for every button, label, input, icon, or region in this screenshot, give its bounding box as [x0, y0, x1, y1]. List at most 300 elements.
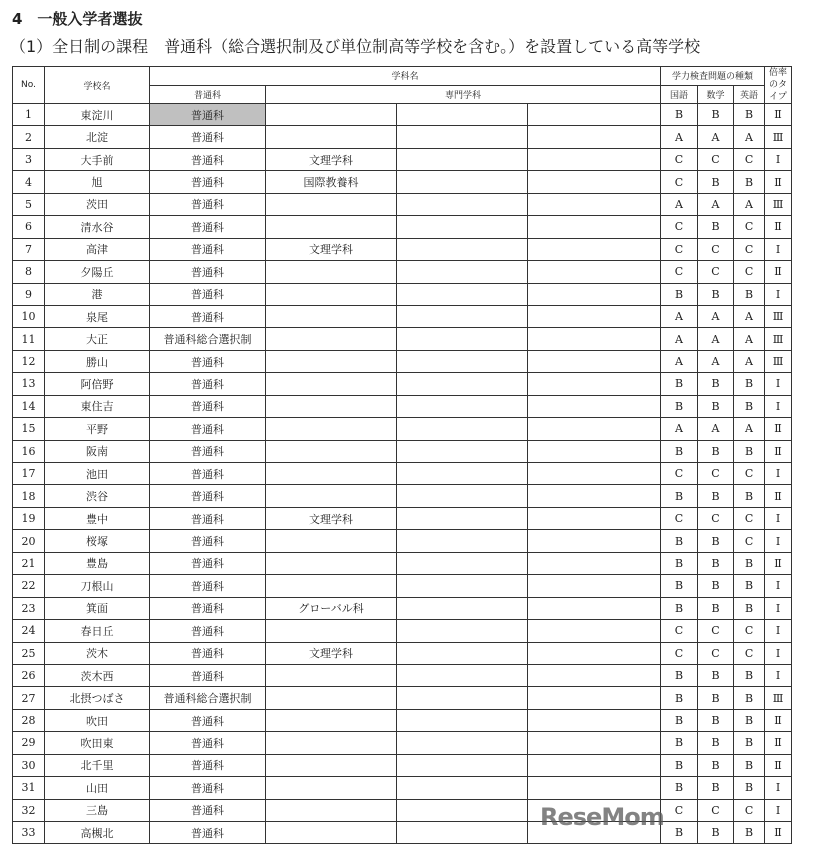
specialized-course-3	[528, 440, 661, 462]
school-name: 茨木	[45, 642, 150, 664]
japanese-type: B	[661, 777, 698, 799]
school-name: 吹田	[45, 709, 150, 731]
row-no: 13	[13, 373, 45, 395]
specialized-course-3	[528, 463, 661, 485]
header-english: 英語	[734, 85, 765, 104]
ratio-type: Ⅱ	[765, 440, 792, 462]
specialized-course	[266, 664, 397, 686]
general-course: 普通科	[150, 552, 266, 574]
general-course: 普通科	[150, 350, 266, 372]
general-course: 普通科	[150, 440, 266, 462]
school-name: 高槻北	[45, 822, 150, 844]
english-type: C	[734, 148, 765, 170]
row-no: 18	[13, 485, 45, 507]
row-no: 10	[13, 305, 45, 327]
specialized-course	[266, 777, 397, 799]
general-course: 普通科	[150, 485, 266, 507]
specialized-course-3	[528, 777, 661, 799]
specialized-course	[266, 440, 397, 462]
specialized-course-3	[528, 148, 661, 170]
specialized-course-3	[528, 305, 661, 327]
japanese-type: B	[661, 664, 698, 686]
specialized-course-2	[397, 687, 528, 709]
general-course: 普通科	[150, 171, 266, 193]
general-course: 普通科	[150, 530, 266, 552]
specialized-course-3	[528, 193, 661, 215]
japanese-type: A	[661, 328, 698, 350]
row-no: 29	[13, 732, 45, 754]
row-no: 26	[13, 664, 45, 686]
specialized-course-3	[528, 104, 661, 126]
english-type: B	[734, 687, 765, 709]
school-name: 東淀川	[45, 104, 150, 126]
english-type: A	[734, 418, 765, 440]
math-type: B	[698, 575, 734, 597]
japanese-type: B	[661, 575, 698, 597]
table-row	[13, 283, 792, 305]
math-type: C	[698, 620, 734, 642]
resemom-logo: ReseMom	[540, 803, 664, 831]
japanese-type: B	[661, 822, 698, 844]
ratio-type: Ⅰ	[765, 463, 792, 485]
general-course: 普通科	[150, 283, 266, 305]
row-no: 1	[13, 104, 45, 126]
specialized-course: 文理学科	[266, 642, 397, 664]
table-row	[13, 687, 792, 709]
ratio-type: Ⅰ	[765, 597, 792, 619]
school-name: 箕面	[45, 597, 150, 619]
japanese-type: B	[661, 373, 698, 395]
specialized-course	[266, 193, 397, 215]
general-course: 普通科	[150, 261, 266, 283]
header-ratio-type: 倍率のタイプ	[765, 67, 792, 104]
schools-table	[12, 66, 792, 844]
school-name: 平野	[45, 418, 150, 440]
english-type: B	[734, 104, 765, 126]
specialized-course-2	[397, 709, 528, 731]
general-course: 普通科総合選択制	[150, 687, 266, 709]
general-course: 普通科	[150, 777, 266, 799]
japanese-type: B	[661, 709, 698, 731]
general-course: 普通科	[150, 597, 266, 619]
specialized-course	[266, 709, 397, 731]
table-row	[13, 777, 792, 799]
row-no: 25	[13, 642, 45, 664]
table-row	[13, 193, 792, 215]
school-name: 港	[45, 283, 150, 305]
specialized-course	[266, 575, 397, 597]
specialized-course-3	[528, 507, 661, 529]
ratio-type: Ⅰ	[765, 148, 792, 170]
japanese-type: C	[661, 620, 698, 642]
ratio-type: Ⅱ	[765, 216, 792, 238]
english-type: B	[734, 754, 765, 776]
table-row	[13, 305, 792, 327]
subsection-title: （1）全日制の課程 普通科（総合選択制及び単位制高等学校を含む。）を設置している高等学校	[10, 37, 701, 56]
japanese-type: A	[661, 126, 698, 148]
english-type: B	[734, 575, 765, 597]
english-type: B	[734, 171, 765, 193]
math-type: B	[698, 754, 734, 776]
specialized-course-2	[397, 104, 528, 126]
japanese-type: B	[661, 754, 698, 776]
english-type: A	[734, 305, 765, 327]
specialized-course	[266, 418, 397, 440]
general-course: 普通科総合選択制	[150, 328, 266, 350]
specialized-course-3	[528, 687, 661, 709]
row-no: 21	[13, 552, 45, 574]
table-row	[13, 552, 792, 574]
general-course: 普通科	[150, 193, 266, 215]
ratio-type: Ⅲ	[765, 126, 792, 148]
table-row	[13, 530, 792, 552]
japanese-type: B	[661, 283, 698, 305]
row-no: 15	[13, 418, 45, 440]
table-row	[13, 261, 792, 283]
specialized-course-3	[528, 216, 661, 238]
math-type: B	[698, 687, 734, 709]
specialized-course-2	[397, 261, 528, 283]
specialized-course	[266, 485, 397, 507]
specialized-course-2	[397, 305, 528, 327]
specialized-course-2	[397, 148, 528, 170]
school-name: 清水谷	[45, 216, 150, 238]
general-course: 普通科	[150, 238, 266, 260]
specialized-course-2	[397, 642, 528, 664]
row-no: 9	[13, 283, 45, 305]
specialized-course-3	[528, 530, 661, 552]
row-no: 8	[13, 261, 45, 283]
math-type: C	[698, 799, 734, 821]
general-course: 普通科	[150, 709, 266, 731]
ratio-type: Ⅱ	[765, 552, 792, 574]
row-no: 30	[13, 754, 45, 776]
japanese-type: C	[661, 463, 698, 485]
ratio-type: Ⅱ	[765, 261, 792, 283]
math-type: B	[698, 664, 734, 686]
specialized-course	[266, 305, 397, 327]
row-no: 23	[13, 597, 45, 619]
english-type: A	[734, 328, 765, 350]
school-name: 豊島	[45, 552, 150, 574]
specialized-course-2	[397, 732, 528, 754]
table-row	[13, 575, 792, 597]
table-row	[13, 148, 792, 170]
english-type: C	[734, 216, 765, 238]
school-name: 山田	[45, 777, 150, 799]
header-specialized: 専門学科	[266, 85, 661, 104]
math-type: B	[698, 732, 734, 754]
specialized-course	[266, 463, 397, 485]
math-type: B	[698, 709, 734, 731]
school-name: 刀根山	[45, 575, 150, 597]
japanese-type: A	[661, 418, 698, 440]
specialized-course-2	[397, 440, 528, 462]
general-course: 普通科	[150, 418, 266, 440]
row-no: 4	[13, 171, 45, 193]
general-course: 普通科	[150, 463, 266, 485]
table-row	[13, 664, 792, 686]
specialized-course-2	[397, 754, 528, 776]
specialized-course-2	[397, 822, 528, 844]
specialized-course-3	[528, 238, 661, 260]
math-type: B	[698, 777, 734, 799]
math-type: C	[698, 507, 734, 529]
specialized-course-3	[528, 485, 661, 507]
row-no: 28	[13, 709, 45, 731]
ratio-type: Ⅱ	[765, 822, 792, 844]
specialized-course-3	[528, 664, 661, 686]
specialized-course-3	[528, 642, 661, 664]
table-row	[13, 440, 792, 462]
specialized-course: グローバル科	[266, 597, 397, 619]
row-no: 19	[13, 507, 45, 529]
math-type: B	[698, 440, 734, 462]
specialized-course	[266, 373, 397, 395]
table-row	[13, 216, 792, 238]
ratio-type: Ⅲ	[765, 328, 792, 350]
table-row	[13, 238, 792, 260]
ratio-type: Ⅰ	[765, 575, 792, 597]
english-type: B	[734, 552, 765, 574]
english-type: B	[734, 485, 765, 507]
english-type: C	[734, 799, 765, 821]
specialized-course: 国際教養科	[266, 171, 397, 193]
ratio-type: Ⅱ	[765, 754, 792, 776]
table-row	[13, 732, 792, 754]
school-name: 高津	[45, 238, 150, 260]
row-no: 16	[13, 440, 45, 462]
row-no: 12	[13, 350, 45, 372]
general-course: 普通科	[150, 216, 266, 238]
row-no: 27	[13, 687, 45, 709]
school-name: 北淀	[45, 126, 150, 148]
school-name: 東住吉	[45, 395, 150, 417]
general-course: 普通科	[150, 642, 266, 664]
table-row	[13, 126, 792, 148]
japanese-type: A	[661, 350, 698, 372]
japanese-type: C	[661, 238, 698, 260]
school-name: 勝山	[45, 350, 150, 372]
japanese-type: C	[661, 171, 698, 193]
english-type: B	[734, 373, 765, 395]
english-type: C	[734, 261, 765, 283]
japanese-type: B	[661, 687, 698, 709]
general-course: 普通科	[150, 732, 266, 754]
english-type: B	[734, 777, 765, 799]
english-type: B	[734, 664, 765, 686]
header-math: 数学	[698, 85, 734, 104]
ratio-type: Ⅰ	[765, 799, 792, 821]
english-type: B	[734, 822, 765, 844]
ratio-type: Ⅰ	[765, 642, 792, 664]
row-no: 3	[13, 148, 45, 170]
school-name: 旭	[45, 171, 150, 193]
specialized-course	[266, 350, 397, 372]
general-course: 普通科	[150, 305, 266, 327]
specialized-course	[266, 732, 397, 754]
math-type: C	[698, 238, 734, 260]
specialized-course	[266, 261, 397, 283]
table-row	[13, 620, 792, 642]
table-row	[13, 799, 792, 821]
ratio-type: Ⅰ	[765, 507, 792, 529]
general-course: 普通科	[150, 373, 266, 395]
header-dept: 学科名	[150, 67, 661, 86]
math-type: B	[698, 373, 734, 395]
specialized-course-3	[528, 373, 661, 395]
specialized-course-2	[397, 193, 528, 215]
school-name: 大正	[45, 328, 150, 350]
specialized-course-2	[397, 373, 528, 395]
school-name: 桜塚	[45, 530, 150, 552]
specialized-course-2	[397, 328, 528, 350]
specialized-course-2	[397, 530, 528, 552]
general-course: 普通科	[150, 664, 266, 686]
english-type: A	[734, 193, 765, 215]
ratio-type: Ⅱ	[765, 171, 792, 193]
specialized-course: 文理学科	[266, 238, 397, 260]
japanese-type: B	[661, 597, 698, 619]
specialized-course-3	[528, 575, 661, 597]
specialized-course-2	[397, 777, 528, 799]
school-name: 阪南	[45, 440, 150, 462]
english-type: B	[734, 440, 765, 462]
specialized-course-3	[528, 552, 661, 574]
table-row	[13, 104, 792, 126]
school-name: 三島	[45, 799, 150, 821]
specialized-course-3	[528, 732, 661, 754]
specialized-course-3	[528, 283, 661, 305]
english-type: B	[734, 732, 765, 754]
specialized-course	[266, 552, 397, 574]
row-no: 32	[13, 799, 45, 821]
school-name: 吹田東	[45, 732, 150, 754]
general-course: 普通科	[150, 822, 266, 844]
specialized-course	[266, 620, 397, 642]
english-type: C	[734, 620, 765, 642]
specialized-course-2	[397, 126, 528, 148]
specialized-course	[266, 104, 397, 126]
math-type: B	[698, 552, 734, 574]
specialized-course-3	[528, 126, 661, 148]
header-general: 普通科	[150, 85, 266, 104]
row-no: 11	[13, 328, 45, 350]
general-course: 普通科	[150, 126, 266, 148]
general-course: 普通科	[150, 799, 266, 821]
math-type: A	[698, 193, 734, 215]
ratio-type: Ⅰ	[765, 664, 792, 686]
table-row	[13, 350, 792, 372]
japanese-type: B	[661, 104, 698, 126]
japanese-type: C	[661, 261, 698, 283]
specialized-course	[266, 216, 397, 238]
specialized-course-2	[397, 463, 528, 485]
english-type: A	[734, 126, 765, 148]
ratio-type: Ⅱ	[765, 732, 792, 754]
row-no: 22	[13, 575, 45, 597]
japanese-type: B	[661, 485, 698, 507]
specialized-course-2	[397, 485, 528, 507]
table-row	[13, 463, 792, 485]
specialized-course	[266, 328, 397, 350]
school-name: 春日丘	[45, 620, 150, 642]
english-type: A	[734, 350, 765, 372]
specialized-course-3	[528, 261, 661, 283]
math-type: B	[698, 485, 734, 507]
table-row	[13, 754, 792, 776]
specialized-course-3	[528, 328, 661, 350]
row-no: 20	[13, 530, 45, 552]
school-name: 渋谷	[45, 485, 150, 507]
header-test-type: 学力検査問題の種類	[661, 67, 765, 86]
specialized-course-2	[397, 575, 528, 597]
math-type: B	[698, 104, 734, 126]
table-row	[13, 507, 792, 529]
specialized-course-2	[397, 597, 528, 619]
specialized-course-2	[397, 507, 528, 529]
specialized-course-2	[397, 171, 528, 193]
japanese-type: C	[661, 216, 698, 238]
math-type: C	[698, 463, 734, 485]
specialized-course-2	[397, 238, 528, 260]
ratio-type: Ⅰ	[765, 283, 792, 305]
general-course: 普通科	[150, 104, 266, 126]
school-name: 池田	[45, 463, 150, 485]
school-name: 阿倍野	[45, 373, 150, 395]
school-name: 茨木西	[45, 664, 150, 686]
english-type: B	[734, 597, 765, 619]
specialized-course-2	[397, 395, 528, 417]
math-type: C	[698, 261, 734, 283]
ratio-type: Ⅱ	[765, 418, 792, 440]
math-type: B	[698, 822, 734, 844]
math-type: B	[698, 283, 734, 305]
school-name: 泉尾	[45, 305, 150, 327]
header-school: 学校名	[45, 67, 150, 104]
table-row	[13, 171, 792, 193]
ratio-type: Ⅲ	[765, 305, 792, 327]
japanese-type: B	[661, 732, 698, 754]
japanese-type: C	[661, 642, 698, 664]
english-type: B	[734, 395, 765, 417]
japanese-type: B	[661, 440, 698, 462]
math-type: B	[698, 530, 734, 552]
general-course: 普通科	[150, 620, 266, 642]
math-type: A	[698, 126, 734, 148]
specialized-course-2	[397, 552, 528, 574]
row-no: 33	[13, 822, 45, 844]
table-row	[13, 328, 792, 350]
general-course: 普通科	[150, 148, 266, 170]
ratio-type: Ⅱ	[765, 709, 792, 731]
row-no: 14	[13, 395, 45, 417]
ratio-type: Ⅲ	[765, 687, 792, 709]
general-course: 普通科	[150, 754, 266, 776]
specialized-course: 文理学科	[266, 148, 397, 170]
row-no: 17	[13, 463, 45, 485]
english-type: B	[734, 283, 765, 305]
math-type: A	[698, 305, 734, 327]
ratio-type: Ⅱ	[765, 485, 792, 507]
math-type: C	[698, 642, 734, 664]
specialized-course-3	[528, 754, 661, 776]
specialized-course-2	[397, 418, 528, 440]
specialized-course	[266, 126, 397, 148]
japanese-type: B	[661, 530, 698, 552]
japanese-type: B	[661, 552, 698, 574]
ratio-type: Ⅰ	[765, 530, 792, 552]
